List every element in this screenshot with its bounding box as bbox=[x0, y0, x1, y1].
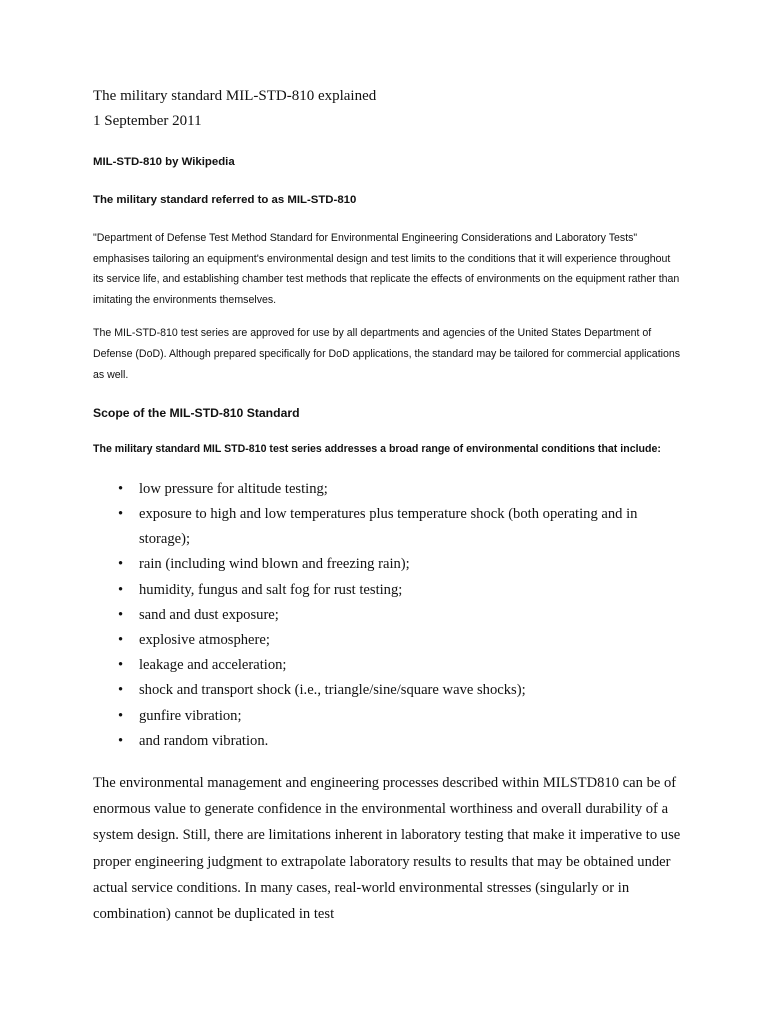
scope-lead: The military standard MIL STD-810 test series addresses a broad range of environmental conditions that include: bbox=[93, 443, 661, 456]
list-item-text: leakage and acceleration; bbox=[139, 657, 287, 674]
conditions-list bbox=[93, 477, 683, 754]
bullet-icon: • bbox=[118, 682, 124, 699]
list-item-text: low pressure for altitude testing; bbox=[139, 480, 328, 497]
bullet-icon: • bbox=[118, 707, 124, 724]
bullet-icon: • bbox=[118, 581, 124, 598]
list-item-text: explosive atmosphere; bbox=[139, 631, 270, 648]
bullet-icon: • bbox=[118, 480, 124, 497]
list-item bbox=[93, 552, 683, 577]
list-item bbox=[93, 477, 683, 502]
bullet-icon: • bbox=[118, 732, 124, 749]
list-item-text: sand and dust exposure; bbox=[139, 606, 279, 623]
list-item bbox=[93, 678, 683, 703]
list-item-text: exposure to high and low temperatures plus temperature shock (both operating and in storage); bbox=[139, 505, 638, 548]
document-title: The military standard MIL-STD-810 explained bbox=[93, 88, 377, 104]
bullet-icon: • bbox=[118, 606, 124, 623]
bullet-icon: • bbox=[118, 631, 124, 648]
closing-paragraph: The environmental management and engineering processes described within MILSTD810 can be of enormous value to generate confidence in the environmental worthiness and overall durability of a system design. Still, there are limitations inherent in laboratory testing that make it imperative to use proper engineering judgment to extrapolate laboratory results to results that may be obtained under actual service conditions. In many cases, real-world environmental stresses (singularly or in combination) cannot be duplicated in test bbox=[93, 774, 681, 922]
list-item bbox=[93, 628, 683, 653]
intro-heading: The military standard referred to as MIL-STD-810 bbox=[93, 194, 357, 206]
list-item-text: shock and transport shock (i.e., triangle/sine/square wave shocks); bbox=[139, 682, 526, 699]
scope-heading: Scope of the MIL-STD-810 Standard bbox=[93, 406, 300, 421]
list-item bbox=[93, 704, 683, 729]
bullet-icon: • bbox=[118, 556, 124, 573]
intro-paragraph: "Department of Defense Test Method Standard for Environmental Engineering Considerations and Laboratory Tests" emphasises tailoring an equipment's environmental design and test limits to the conditions that it will experience throughout its service life, and establishing chamber test methods that replicate the effects of environments on the equipment rather than imitating the environments themselves. bbox=[93, 232, 680, 306]
document-page bbox=[93, 84, 683, 927]
document-date: 1 September 2011 bbox=[93, 113, 202, 129]
list-item-text: rain (including wind blown and freezing rain); bbox=[139, 556, 410, 573]
list-item bbox=[93, 603, 683, 628]
list-item bbox=[93, 729, 683, 754]
bullet-icon: • bbox=[118, 505, 124, 522]
list-item bbox=[93, 502, 683, 552]
source-heading: MIL-STD-810 by Wikipedia bbox=[93, 156, 235, 168]
list-item-text: and random vibration. bbox=[139, 732, 269, 749]
dod-paragraph: The MIL-STD-810 test series are approved for use by all departments and agencies of the United States Department of Defense (DoD). Although prepared specifically for DoD applications, the standard may be tailored for commercial applications as well. bbox=[93, 327, 681, 381]
list-item bbox=[93, 578, 683, 603]
list-item-text: gunfire vibration; bbox=[139, 707, 242, 724]
bullet-icon: • bbox=[118, 657, 124, 674]
list-item bbox=[93, 653, 683, 678]
list-item-text: humidity, fungus and salt fog for rust testing; bbox=[139, 581, 403, 598]
